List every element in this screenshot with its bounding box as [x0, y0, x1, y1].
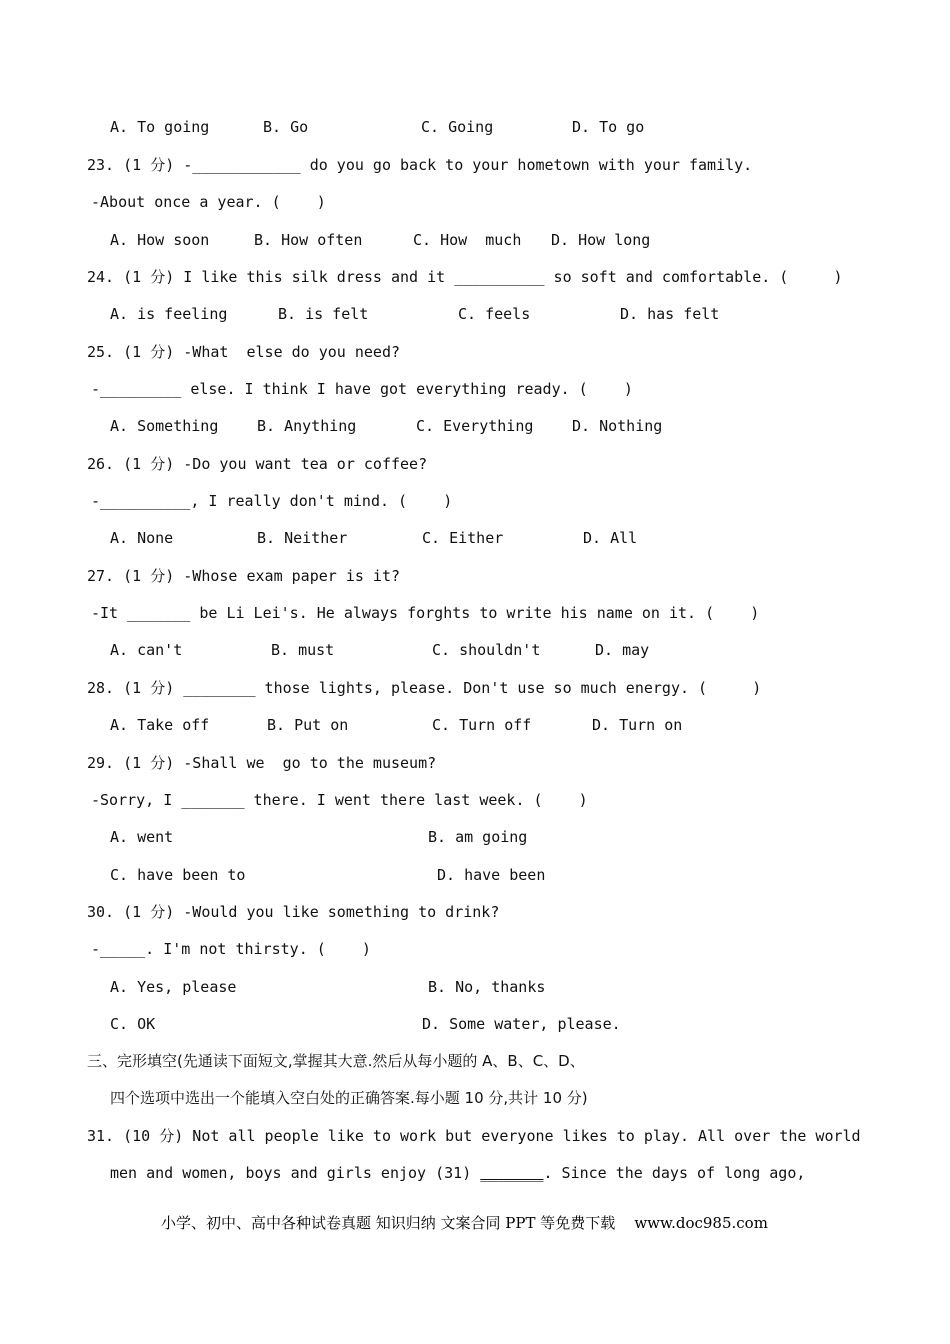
- q29-question: 29. (1 分) -Shall we go to the museum?: [87, 754, 437, 772]
- q30-question: 30. (1 分) -Would you like something to drink?: [87, 903, 500, 921]
- q31-blank: _______: [480, 1164, 544, 1182]
- q31-passage-line2: [110, 1163, 805, 1183]
- q30-option-d: D. Some water, please.: [422, 1015, 621, 1033]
- q23-question: 23. (1 分) -____________ do you go back to your hometown with your family.: [87, 156, 753, 174]
- q30-answer-line: -_____. I'm not thirsty. ( ): [91, 940, 371, 958]
- q25-option-c: C. Everything: [416, 417, 534, 435]
- q22-option-a: A. To going: [110, 118, 210, 136]
- q23-option-b: B. How often: [254, 231, 363, 249]
- q22-option-b: B. Go: [263, 118, 309, 136]
- q30-option-b: B. No, thanks: [428, 978, 546, 996]
- q24-option-d: D. has felt: [620, 305, 720, 323]
- q27-option-b: B. must: [271, 641, 335, 659]
- q27-question: 27. (1 分) -Whose exam paper is it?: [87, 567, 401, 585]
- q31-line2-prefix: men and women, boys and girls enjoy (31): [110, 1164, 481, 1182]
- q22-option-c: C. Going: [421, 118, 494, 136]
- q25-answer-line: -_________ else. I think I have got everything ready. ( ): [91, 380, 633, 398]
- q28-question: 28. (1 分) ________ those lights, please. Don't use so much energy. ( ): [87, 679, 762, 697]
- q26-option-c: C. Either: [422, 529, 504, 547]
- section3-instructions-line2: 四个选项中选出一个能填入空白处的正确答案.每小题 10 分,共计 10 分): [110, 1089, 588, 1107]
- q27-option-d: D. may: [595, 641, 650, 659]
- q26-option-a: A. None: [110, 529, 174, 547]
- q25-question: 25. (1 分) -What else do you need?: [87, 343, 401, 361]
- q29-option-c: C. have been to: [110, 866, 246, 884]
- q24-option-a: A. is feeling: [110, 305, 228, 323]
- q23-option-a: A. How soon: [110, 231, 210, 249]
- q24-option-c: C. feels: [458, 305, 531, 323]
- q28-option-c: C. Turn off: [432, 716, 532, 734]
- q29-option-d: D. have been: [437, 866, 546, 884]
- q23-option-c: C. How much: [413, 231, 522, 249]
- section3-instructions-line1: 三、完形填空(先通读下面短文,掌握其大意.然后从每小题的 A、B、C、D、: [87, 1052, 585, 1070]
- q28-option-a: A. Take off: [110, 716, 210, 734]
- q24-question: 24. (1 分) I like this silk dress and it __________ so soft and comfortable. ( ): [87, 268, 843, 286]
- q23-answer-line: -About once a year. ( ): [91, 193, 326, 211]
- q28-option-d: D. Turn on: [592, 716, 683, 734]
- q25-option-b: B. Anything: [257, 417, 357, 435]
- q28-option-b: B. Put on: [267, 716, 349, 734]
- q29-option-a: A. went: [110, 828, 174, 846]
- q22-option-d: D. To go: [572, 118, 645, 136]
- q25-option-d: D. Nothing: [572, 417, 663, 435]
- q30-option-a: A. Yes, please: [110, 978, 237, 996]
- q26-answer-line: -__________, I really don't mind. ( ): [91, 492, 453, 510]
- q26-option-d: D. All: [583, 529, 638, 547]
- q27-option-a: A. can't: [110, 641, 183, 659]
- page-footer: 小学、初中、高中各种试卷真题 知识归纳 文案合同 PPT 等免费下载 www.doc985.com: [161, 1214, 768, 1232]
- q26-question: 26. (1 分) -Do you want tea or coffee?: [87, 455, 428, 473]
- q27-option-c: C. shouldn't: [432, 641, 541, 659]
- q27-answer-line: -It _______ be Li Lei's. He always forghts to write his name on it. ( ): [91, 604, 760, 622]
- q29-option-b: B. am going: [428, 828, 528, 846]
- q26-option-b: B. Neither: [257, 529, 348, 547]
- q25-option-a: A. Something: [110, 417, 219, 435]
- q31-line2-suffix: . Since the days of long ago,: [543, 1164, 806, 1182]
- q31-passage-line1: 31. (10 分) Not all people like to work but everyone likes to play. All over the world: [87, 1127, 861, 1145]
- q30-option-c: C. OK: [110, 1015, 156, 1033]
- q29-answer-line: -Sorry, I _______ there. I went there last week. ( ): [91, 791, 588, 809]
- q23-option-d: D. How long: [551, 231, 651, 249]
- q24-option-b: B. is felt: [278, 305, 369, 323]
